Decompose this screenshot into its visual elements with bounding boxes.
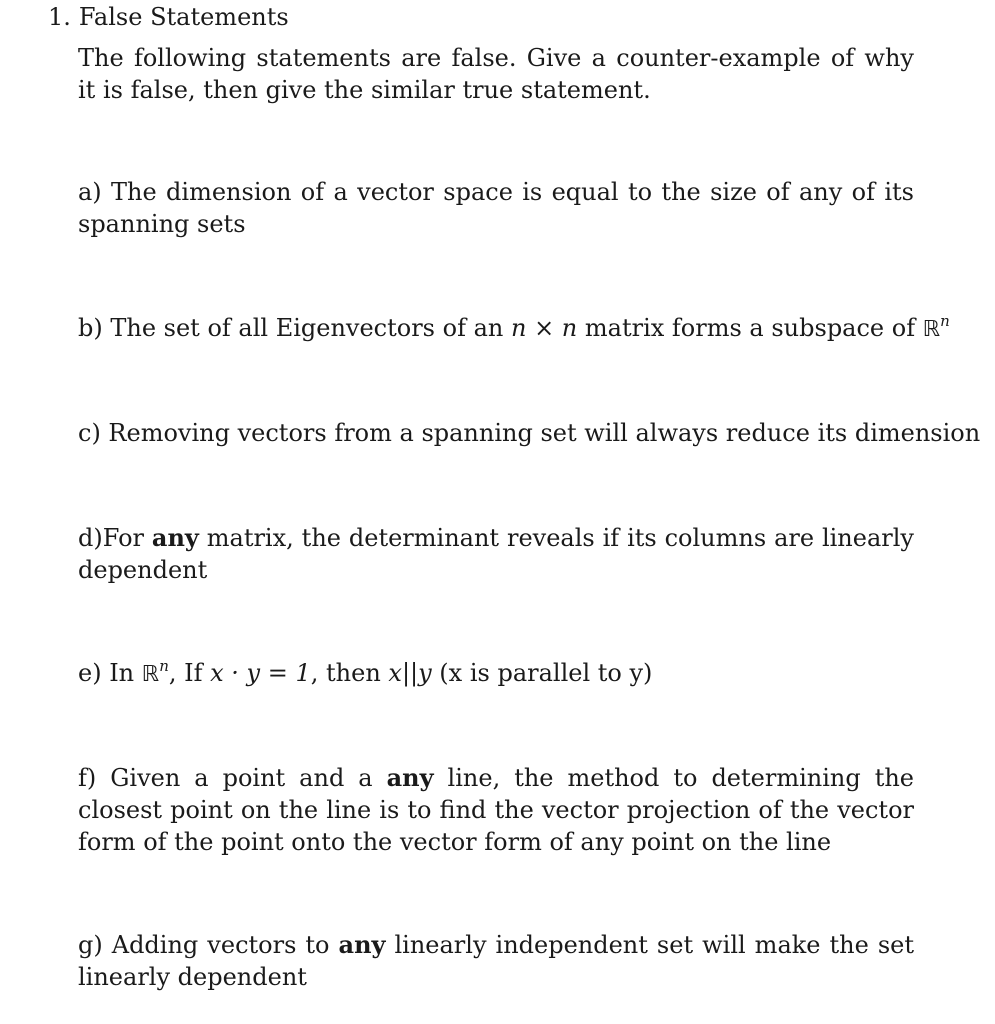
statement-e-equation: x · y = 1 xyxy=(210,659,311,687)
statement-f xyxy=(78,762,914,858)
statement-g-suffix: linearly independent set will make the set linearly dependent xyxy=(78,931,914,991)
statement-e-real-space: ℝ xyxy=(141,662,160,687)
statement-f-prefix: f) Given a point and a xyxy=(78,764,387,792)
question-number: 1. xyxy=(48,3,71,31)
statement-f-suffix: line, the method to determining the closest point on the line is to find the vector projection of the vector form of the point onto the vector form of any point on the line xyxy=(78,764,915,856)
statement-a-text: a) The dimension of a vector space is equal to the size of any of its spanning sets xyxy=(78,178,914,238)
question-title: False Statements xyxy=(78,3,289,31)
statement-e-suffix: (x is parallel to y) xyxy=(431,659,653,687)
statement-e-then: , then xyxy=(310,659,389,687)
statement-d xyxy=(78,522,914,586)
statement-f-emphasis: any xyxy=(386,763,434,792)
statement-g-prefix: g) Adding vectors to xyxy=(78,931,339,959)
instructions-paragraph: The following statements are false. Give a counter-example of why it is false, then give the similar true statement. xyxy=(78,44,914,104)
statement-a xyxy=(78,176,914,240)
statement-b-middle: matrix forms a subspace of xyxy=(577,314,923,342)
statement-b-real-space: ℝ xyxy=(922,317,941,342)
statement-b-prefix: b) The set of all Eigenvectors of an xyxy=(78,314,511,342)
statement-e-prefix: e) In xyxy=(78,659,142,687)
statement-b-matrix-size: n × n xyxy=(510,314,578,342)
statement-c-text: c) Removing vectors from a spanning set will always reduce its dimension xyxy=(78,419,981,447)
statement-g-emphasis: any xyxy=(338,930,386,959)
statement-d-emphasis: any xyxy=(151,523,199,552)
statement-e-parallel: x||y xyxy=(388,659,432,687)
statement-g xyxy=(78,929,914,993)
statement-e xyxy=(78,657,914,691)
statement-e-power: n xyxy=(159,657,169,675)
question-heading xyxy=(48,2,289,32)
statement-d-suffix: matrix, the determinant reveals if its columns are linearly dependent xyxy=(78,524,914,584)
statement-b-power: n xyxy=(940,312,950,330)
statement-d-prefix: d)For xyxy=(78,524,152,552)
statement-c xyxy=(78,417,981,449)
statement-e-middle: , If xyxy=(168,659,211,687)
statement-b xyxy=(78,312,950,346)
